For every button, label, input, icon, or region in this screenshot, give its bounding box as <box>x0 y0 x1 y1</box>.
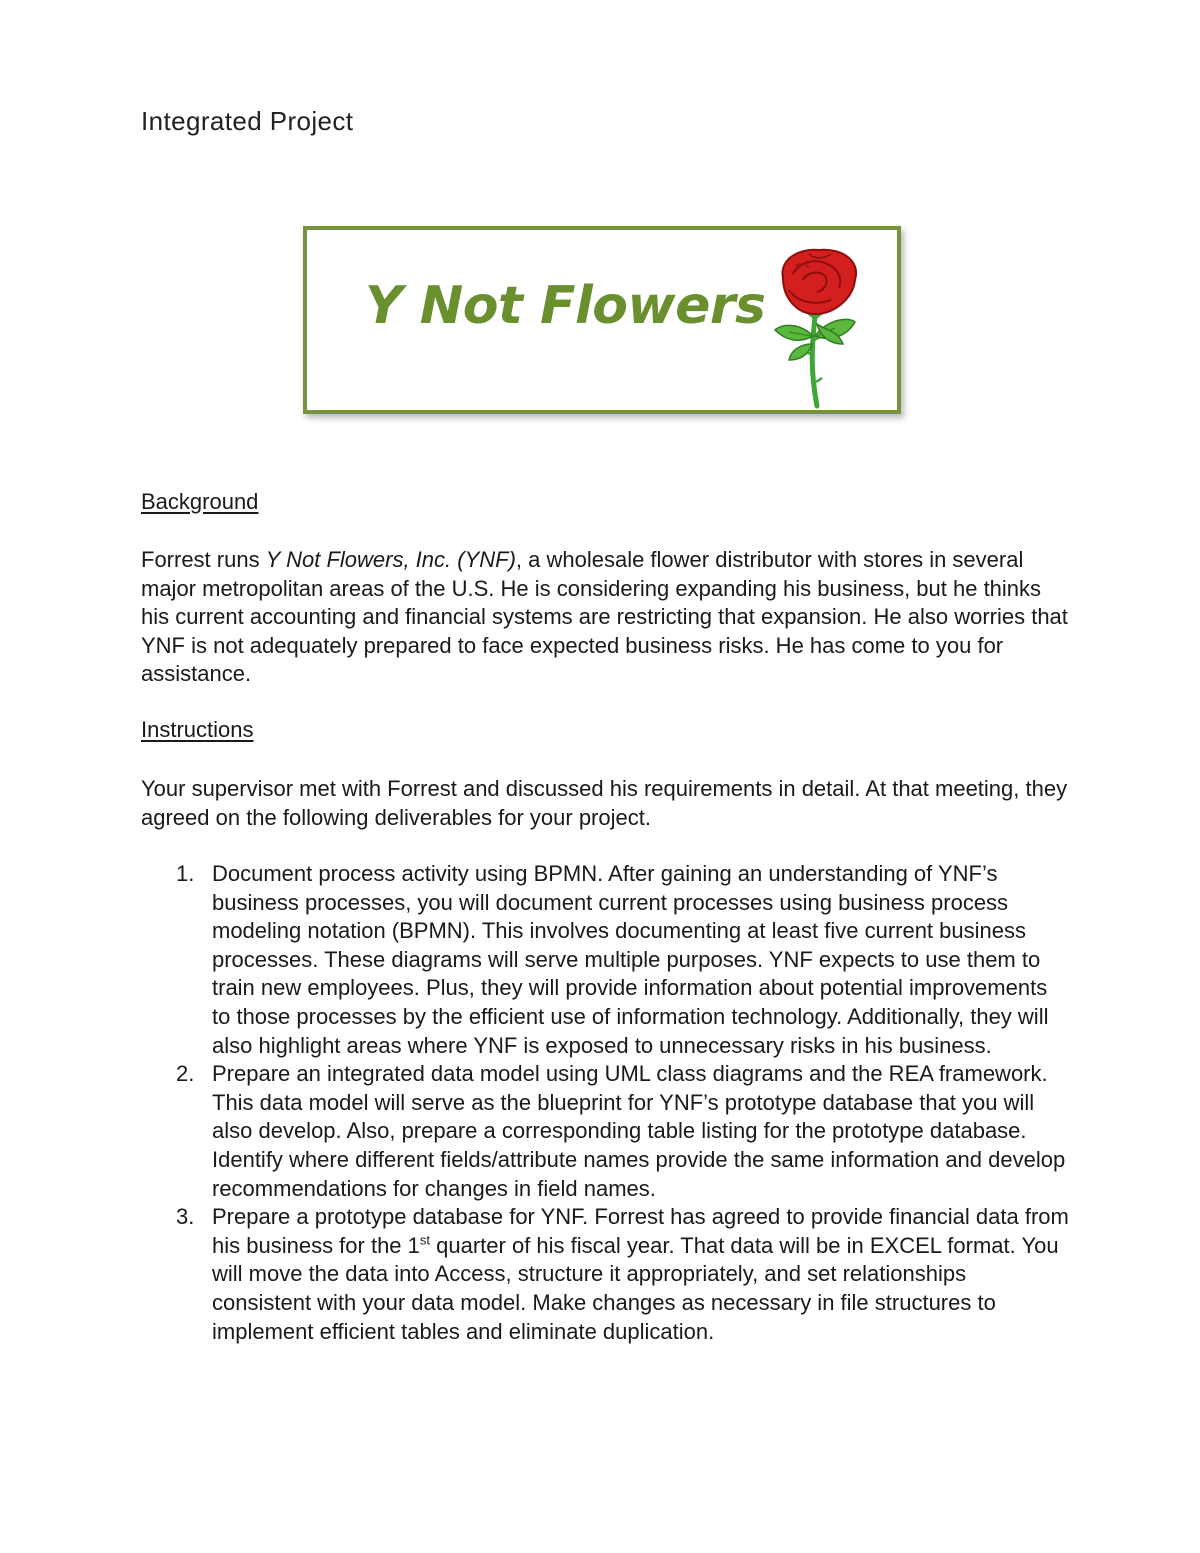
ordinal-suffix: st <box>419 1232 431 1248</box>
background-text-start: Forrest runs <box>141 547 266 572</box>
page-title: Integrated Project <box>141 106 354 136</box>
instructions-heading: Instructions <box>141 717 254 742</box>
deliverables-list <box>141 860 1071 1346</box>
list-item-text: Prepare an integrated data model using UML class diagrams and the REA framework. This data model will serve as the blueprint for YNF’s prototype database that you will also develop. Also, prepare a corresponding table listing for the prototype database. Identify where different fields/attribute names provide the same information and develop recommendations for changes in field names. <box>212 1061 1066 1201</box>
list-item <box>141 1203 1071 1346</box>
background-text-end: , a wholesale flower distributor with stores in several major metropolitan areas of the U.S. He is considering expanding his business, but he thinks his current accounting and financial systems are restricting that expansion. He also worries that YNF is not adequately prepared to face expected business risks. He has come to you for assistance. <box>141 547 1068 687</box>
list-item-number: 1. <box>176 861 195 886</box>
rose-icon <box>769 244 869 412</box>
background-heading: Background <box>141 489 259 514</box>
company-logo <box>303 226 901 414</box>
list-item-number: 3. <box>176 1204 195 1230</box>
background-paragraph <box>141 546 1071 689</box>
list-item <box>141 1060 1071 1203</box>
list-item-text-end: quarter of his fiscal year. That data will be in EXCEL format. You will move the data into Access, structure it appropriately, and set relationships consistent with your data model. Make changes as necessary in file structures to implement efficient tables and eliminate duplication. <box>212 1232 1059 1344</box>
list-item-text-start: Prepare a prototype database for YNF. Forrest has agreed to provide financial data from his business for the 1 <box>212 1204 1069 1258</box>
instructions-intro: Your supervisor met with Forrest and discussed his requirements in detail. At that meeting, they agreed on the following deliverables for your project. <box>141 776 1068 830</box>
list-item-text: Document process activity using BPMN. After gaining an understanding of YNF’s business processes, you will document current processes using business process modeling notation (BPMN). This involves documenting at least five current business processes. These diagrams will serve multiple purposes. YNF expects to use them to train new employees. Plus, they will provide information about potential improvements to those processes by the efficient use of information technology. Additionally, they will also highlight areas where YNF is exposed to unnecessary risks in his business. <box>212 861 1049 1058</box>
list-item-number: 2. <box>176 1061 195 1087</box>
logo-text: Y Not Flowers <box>365 276 766 336</box>
list-item-text <box>212 1204 1069 1343</box>
list-item <box>141 860 1071 1060</box>
company-name: Y Not Flowers, Inc. (YNF) <box>265 547 516 572</box>
